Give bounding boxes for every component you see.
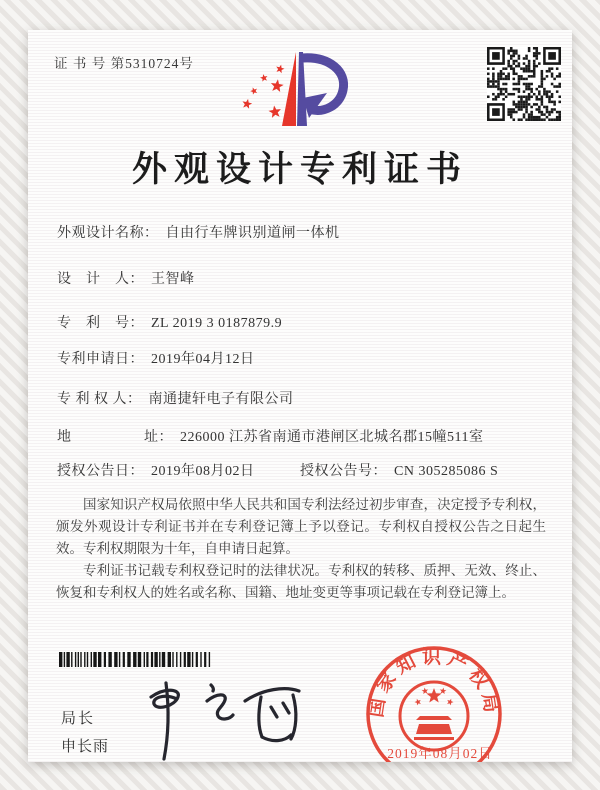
field-grant xyxy=(57,460,557,480)
field-label: 外观设计名称： xyxy=(57,226,159,241)
commissioner-name: 申长雨 xyxy=(61,739,110,755)
seal-date: 2019年08月02日 xyxy=(387,746,493,761)
field-address xyxy=(57,426,557,446)
qr-code xyxy=(487,47,561,121)
field-label: 专 利 权 人： xyxy=(57,392,142,407)
field-value: 自由行车牌识别道闸一体机 xyxy=(165,226,340,241)
barcode xyxy=(57,652,213,667)
certificate-title: 外观设计专利证书 xyxy=(131,150,468,189)
grant-number-label: 授权公告号： xyxy=(300,464,387,479)
seal-ring-text: 国家知识产权局 xyxy=(365,647,503,719)
national-emblem-icon xyxy=(400,682,468,750)
field-value: 王智峰 xyxy=(151,272,195,287)
field-label: 专 利 号： xyxy=(57,316,144,331)
field-label: 专利申请日： xyxy=(57,352,144,367)
field-filing-date xyxy=(57,348,557,368)
grant-date-value: 2019年08月02日 xyxy=(151,464,255,479)
legal-text xyxy=(56,494,546,604)
commissioner-title: 局长 xyxy=(61,711,96,727)
grant-number-value: CN 305285086 S xyxy=(394,464,499,479)
grant-number-pair xyxy=(300,460,498,480)
field-design-name xyxy=(57,222,557,242)
field-value: 2019年04月12日 xyxy=(151,352,255,367)
certificate-page xyxy=(28,30,572,762)
legal-paragraph-2: 专利证书记载专利权登记时的法律状况。专利权的转移、质押、无效、终止、恢复和专利权人的姓名或名称、国籍、地址变更等事项记载在专利登记簿上。 xyxy=(56,563,546,600)
patent-office-logo-icon xyxy=(230,48,370,138)
field-designer xyxy=(57,268,557,288)
field-label: 地 址： xyxy=(57,430,173,445)
field-patent-number xyxy=(57,312,557,332)
field-label: 设 计 人： xyxy=(57,272,144,287)
legal-paragraph-1: 国家知识产权局依照中华人民共和国专利法经过初步审查，决定授予专利权，颁发外观设计专利证书并在专利登记簿上予以登记。专利权自授权公告之日起生效。专利权期限为十年，自申请日起算。 xyxy=(56,497,546,556)
grant-date-label: 授权公告日： xyxy=(57,464,144,479)
commissioner-signature xyxy=(123,675,333,762)
field-patentee xyxy=(57,388,557,408)
official-seal xyxy=(334,614,534,762)
certificate-number: 证 书 号 第5310724号 xyxy=(54,56,194,71)
field-value: 南通捷轩电子有限公司 xyxy=(148,392,294,407)
field-value: ZL 2019 3 0187879.9 xyxy=(151,316,283,331)
field-value: 226000 江苏省南通市港闸区北城名郡15幢511室 xyxy=(180,430,484,445)
